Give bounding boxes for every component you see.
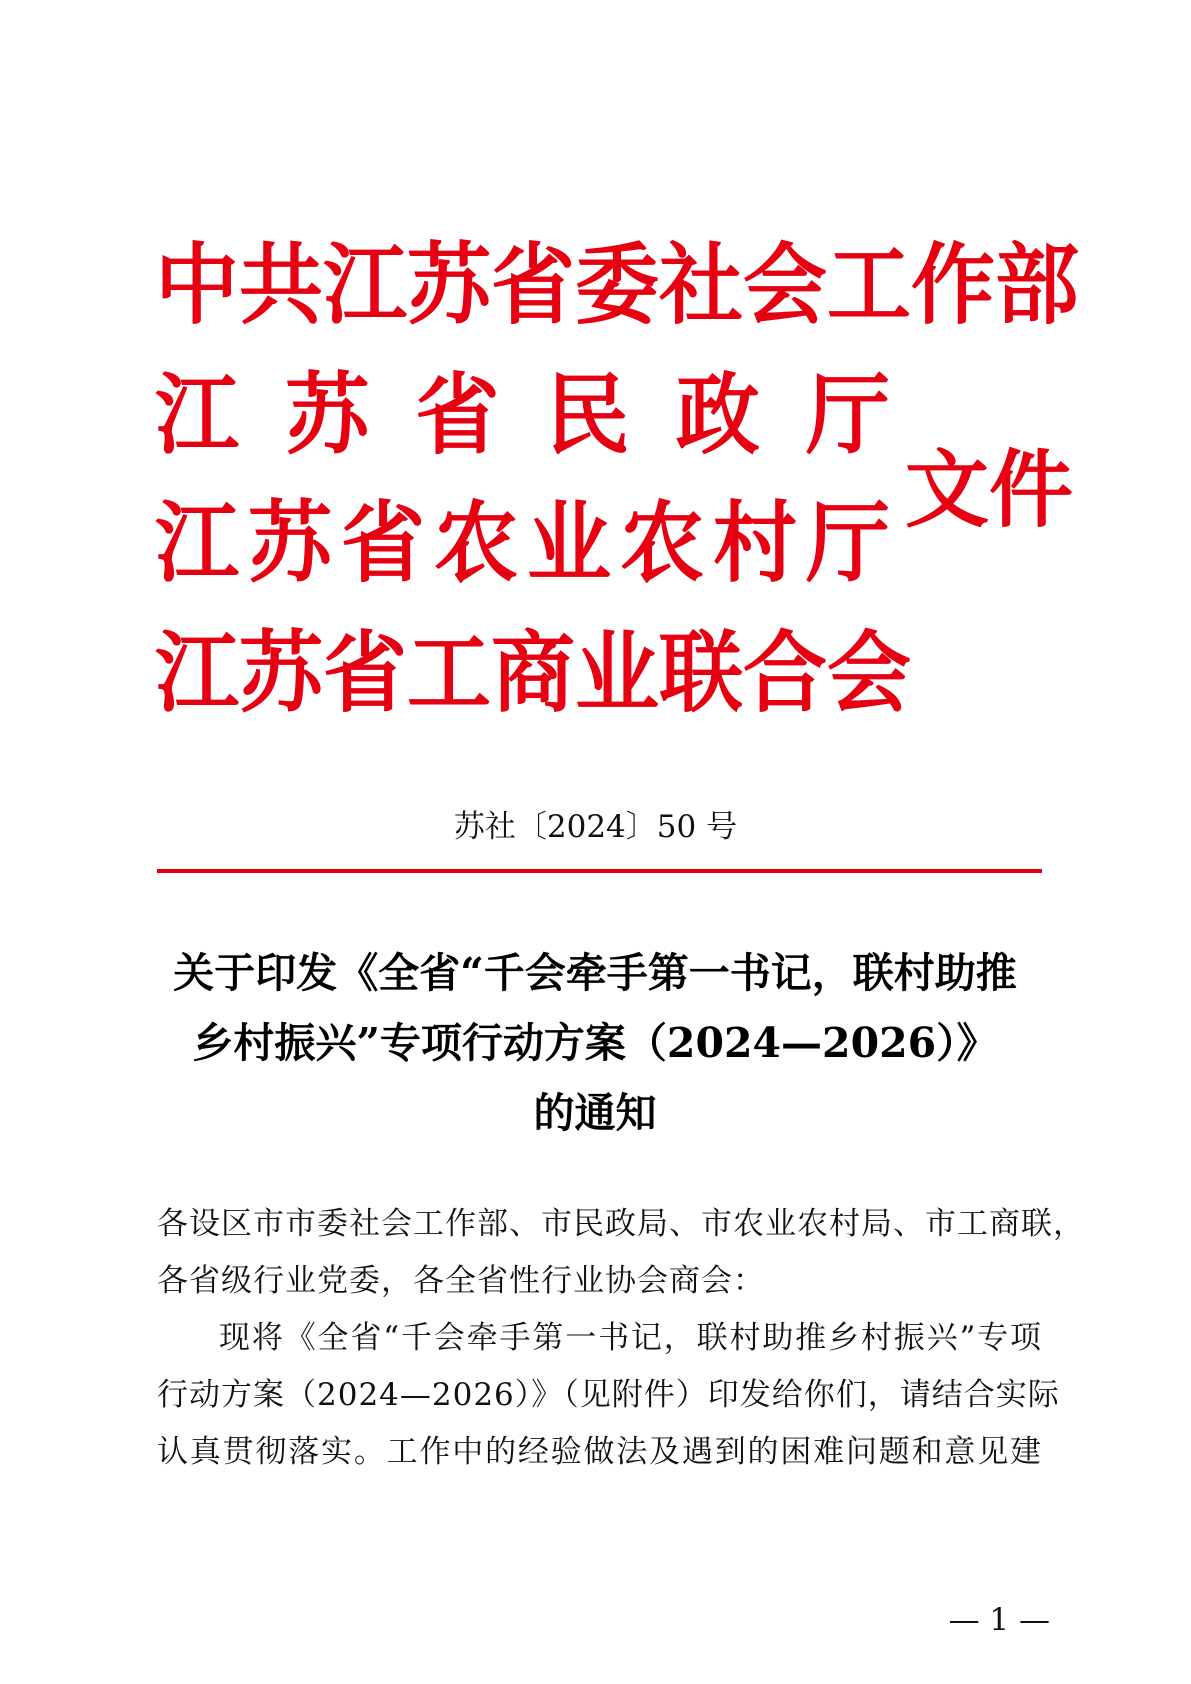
paragraph-line-2: 行动方案（2024—2026）》（见附件）印发给你们，请结合实际 [157, 1377, 1060, 1413]
issuer-3: 江苏省农业农村厅 [155, 490, 890, 595]
addressee-line-2: 各省级行业党委，各全省性行业协会商会： [157, 1263, 765, 1299]
page-number: — 1 — [948, 1602, 1050, 1638]
document-number: 苏社〔2024〕50 号 [453, 809, 738, 845]
red-separator-line [157, 869, 1042, 873]
issuer-1: 中共江苏省委社会工作部 [155, 232, 1080, 337]
paragraph-line-3: 认真贯彻落实。工作中的经验做法及遇到的困难问题和意见建 [157, 1434, 1042, 1470]
document-body [157, 1196, 1085, 1481]
issuer-2: 江 苏 省 民 政 厅 [155, 362, 890, 467]
title-line-1: 关于印发《全省“千会牵手第一书记，联村助推 [173, 949, 1017, 997]
issuer-4: 江苏省工商业联合会 [155, 620, 912, 725]
title-line-3: 的通知 [533, 1089, 657, 1137]
document-title [140, 938, 1050, 1148]
addressee-line-1: 各设区市市委社会工作部、市民政局、市农业农村局、市工商联， [157, 1206, 1085, 1242]
title-line-2: 乡村振兴”专项行动方案（2024—2026）》 [192, 1019, 998, 1067]
paragraph-line-1: 现将《全省“千会牵手第一书记，联村助推乡村振兴”专项 [219, 1320, 1042, 1356]
document-suffix: 文件 [905, 440, 1074, 539]
